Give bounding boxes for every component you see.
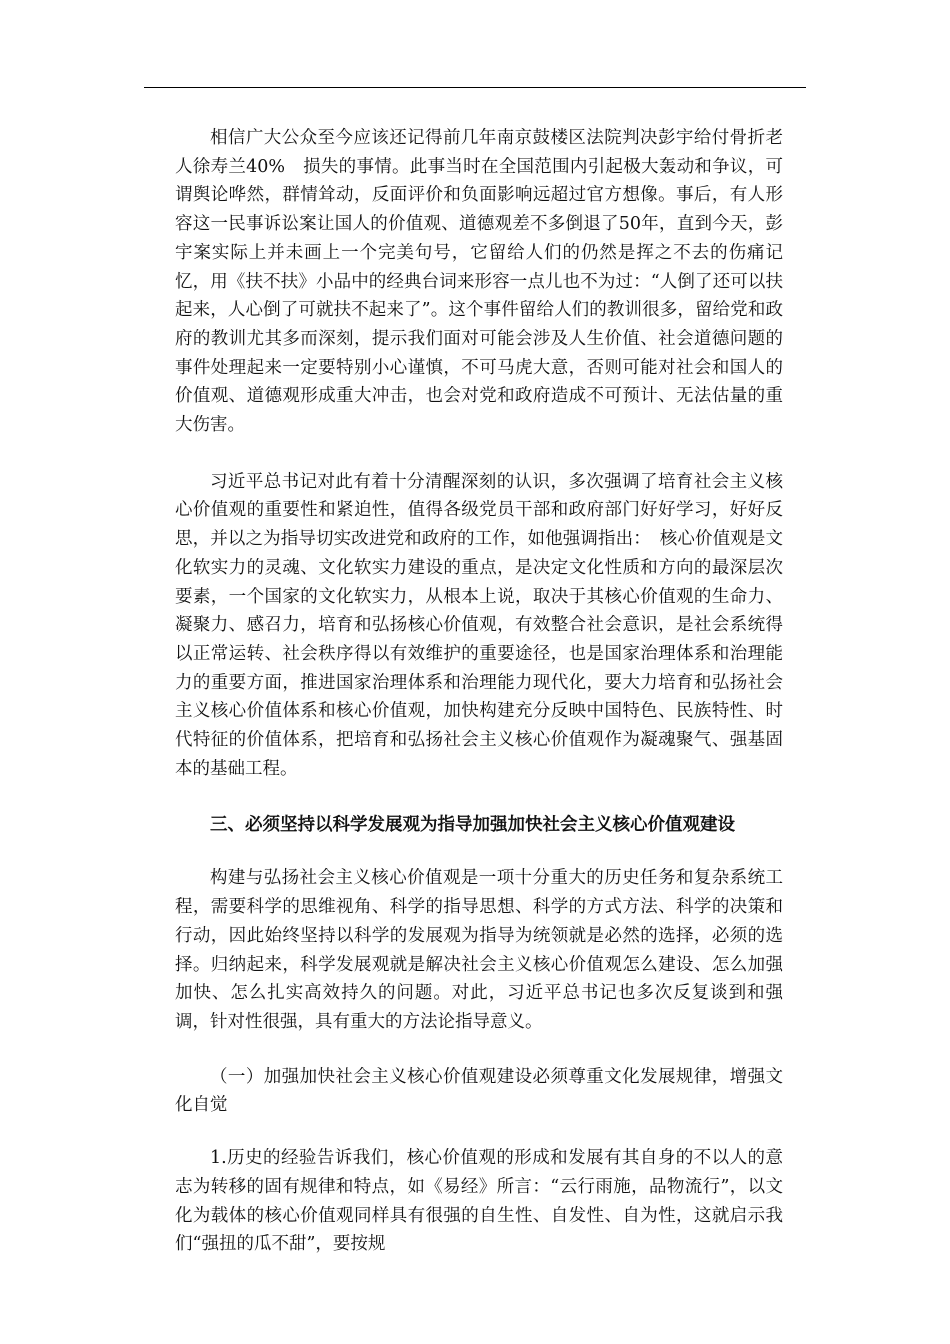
subheading-cultural-awareness: （一）加强加快社会主义核心价值观建设必须尊重文化发展规律，增强文化自觉: [175, 1066, 783, 1116]
paragraph-scientific-outlook: 构建与弘扬社会主义核心价值观是一项十分重大的历史任务和复杂系统工程，需要科学的思维视角、科学的指导思想、科学的方式方法、科学的决策和行动，因此始终坚持以科学的发展观为指导为统领就是必然的选择，必须的选择。归纳起来，科学发展观就是解决社会主义核心价值观怎么建设、怎么加强加快、怎么扎实高效持久的问题。对此，习近平总书记也多次反复谈到和强调，针对性很强，具有重大的方法论指导意义。: [175, 868, 783, 1032]
paragraph-point-1: 1.历史的经验告诉我们，核心价值观的形成和发展有其自身的不以人的意志为转移的固有规律和特点，如《易经》所言：“云行雨施，品物流行”，以文化为载体的核心价值观同样具有很强的自生性、自发性、自为性，这就启示我们“强扭的瓜不甜”，要按规: [175, 1148, 783, 1255]
document-body: [175, 124, 783, 1259]
paragraph-peng-yu-case: 相信广大公众至今应该还记得前几年南京鼓楼区法院判决彭宇给付骨折老人徐寿兰40% 损失的事情。此事当时在全国范围内引起极大轰动和争议，可谓舆论哗然，群情耸动，反面评价和负面影响远超过官方想像。事后，有人形容这一民事诉讼案让国人的价值观、道德观差不多倒退了50年，直到今天，彭宇案实际上并未画上一个完美句号，它留给人们的仍然是挥之不去的伤痛记忆，用《扶不扶》小品中的经典台词来形容一点儿也不为过：“人倒了还可以扶起来，人心倒了可就扶不起来了”。这个事件留给人们的教训很多，留给党和政府的教训尤其多而深刻，提示我们面对可能会涉及人生价值、社会道德问题的事件处理起来一定要特别小心谨慎，不可马虎大意，否则可能对社会和国人的价值观、道德观形成重大冲击，也会对党和政府造成不可预计、无法估量的重大伤害。: [175, 128, 783, 436]
section-heading: 三、必须坚持以科学发展观为指导加强加快社会主义核心价值观建设: [210, 815, 735, 836]
paragraph-xi-core-values: 习近平总书记对此有着十分清醒深刻的认识，多次强调了培育社会主义核心价值观的重要性和紧迫性，值得各级党员干部和政府部门好好学习，好好反思，并以之为指导切实改进党和政府的工作，如他强调指出： 核心价值观是文化软实力的灵魂、文化软实力建设的重点，是决定文化性质和方向的最深层次要素，一个国家的文化软实力，从根本上说，取决于其核心价值观的生命力、凝聚力、感召力，培育和弘扬核心价值观，有效整合社会意识，是社会系统得以正常运转、社会秩序得以有效维护的重要途径，也是国家治理体系和治理能力的重要方面，推进国家治理体系和治理能力现代化，要大力培育和弘扬社会主义核心价值体系和核心价值观，加快构建充分反映中国特色、民族特性、时代特征的价值体系，把培育和弘扬社会主义核心价值观作为凝魂聚气、强基固本的基础工程。: [175, 471, 783, 779]
header-rule: [144, 87, 806, 88]
